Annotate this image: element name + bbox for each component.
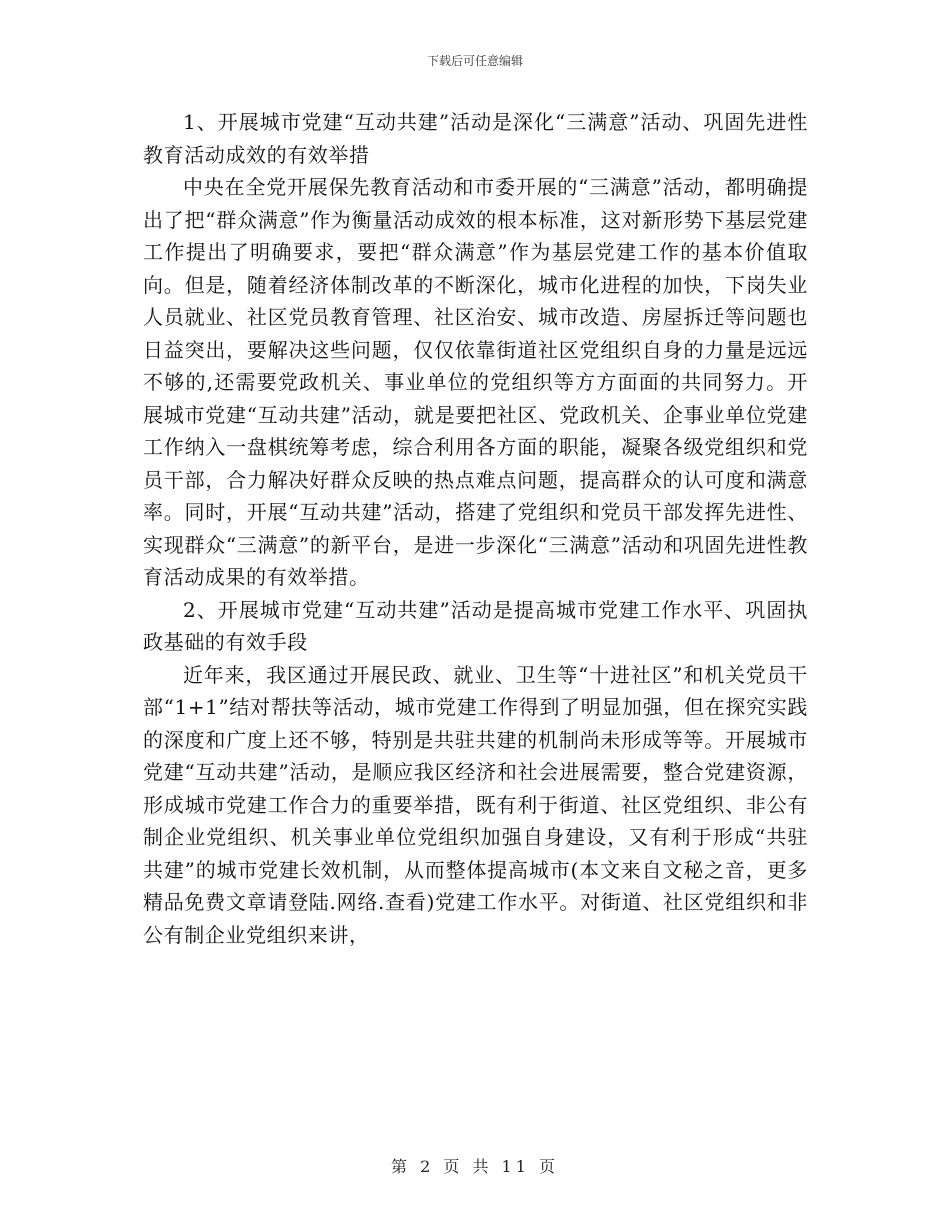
page-number-footer: 第 2 页 共 11 页 <box>391 1157 559 1176</box>
paragraph-heading-2: 2、开展城市党建“互动共建”活动是提高城市党建工作水平、巩固执政基础的有效手段 <box>143 597 808 654</box>
paragraph-body-2: 近年来，我区通过开展民政、就业、卫生等“十进社区”和机关党员干部“1+1”结对帮扶等活动，城市党建工作得到了明显加强，但在探究实践的深度和广度上还不够，特别是共驻共建的机制尚未形成等等。开展城市党建“互动共建”活动，是顺应我区经济和社会进展需要，整合党建资源，形成城市党建工作合力的重要举措，既有利于街道、社区党组织、非公有制企业党组织、机关事业单位党组织加强自身建设，又有利于形成“共驻共建”的城市党建长效机制，从而整体提高城市(本文来自文秘之音，更多精品免费文章请登陆.网络.查看)党建工作水平。对街道、社区党组织和非公有制企业党组织来讲， <box>143 662 808 947</box>
document-body <box>143 106 808 951</box>
page-header-note: 下载后可任意编辑 <box>426 54 523 68</box>
paragraph-body-1: 中央在全党开展保先教育活动和市委开展的“三满意”活动，都明确提出了把“群众满意”作为衡量活动成效的根本标准，这对新形势下基层党建工作提出了明确要求，要把“群众满意”作为基层党建工作的基本价值取向。但是，随着经济体制改革的不断深化，城市化进程的加快，下岗失业人员就业、社区党员教育管理、社区治安、城市改造、房屋拆迁等问题也日益突出，要解决这些问题，仅仅依靠街道社区党组织自身的力量是远远不够的,还需要党政机关、事业单位的党组织等方方面面的共同努力。开展城市党建“互动共建”活动，就是要把社区、党政机关、企事业单位党建工作纳入一盘棋统筹考虑，综合利用各方面的职能，凝聚各级党组织和党员干部，合力解决好群众反映的热点难点问题，提高群众的认可度和满意率。同时，开展“互动共建”活动，搭建了党组织和党员干部发挥先进性、实现群众“三满意”的新平台，是进一步深化“三满意”活动和巩固先进性教育活动成果的有效举措。 <box>143 175 808 589</box>
paragraph-heading-1: 1、开展城市党建“互动共建”活动是深化“三满意”活动、巩固先进性教育活动成效的有效举措 <box>143 110 808 167</box>
